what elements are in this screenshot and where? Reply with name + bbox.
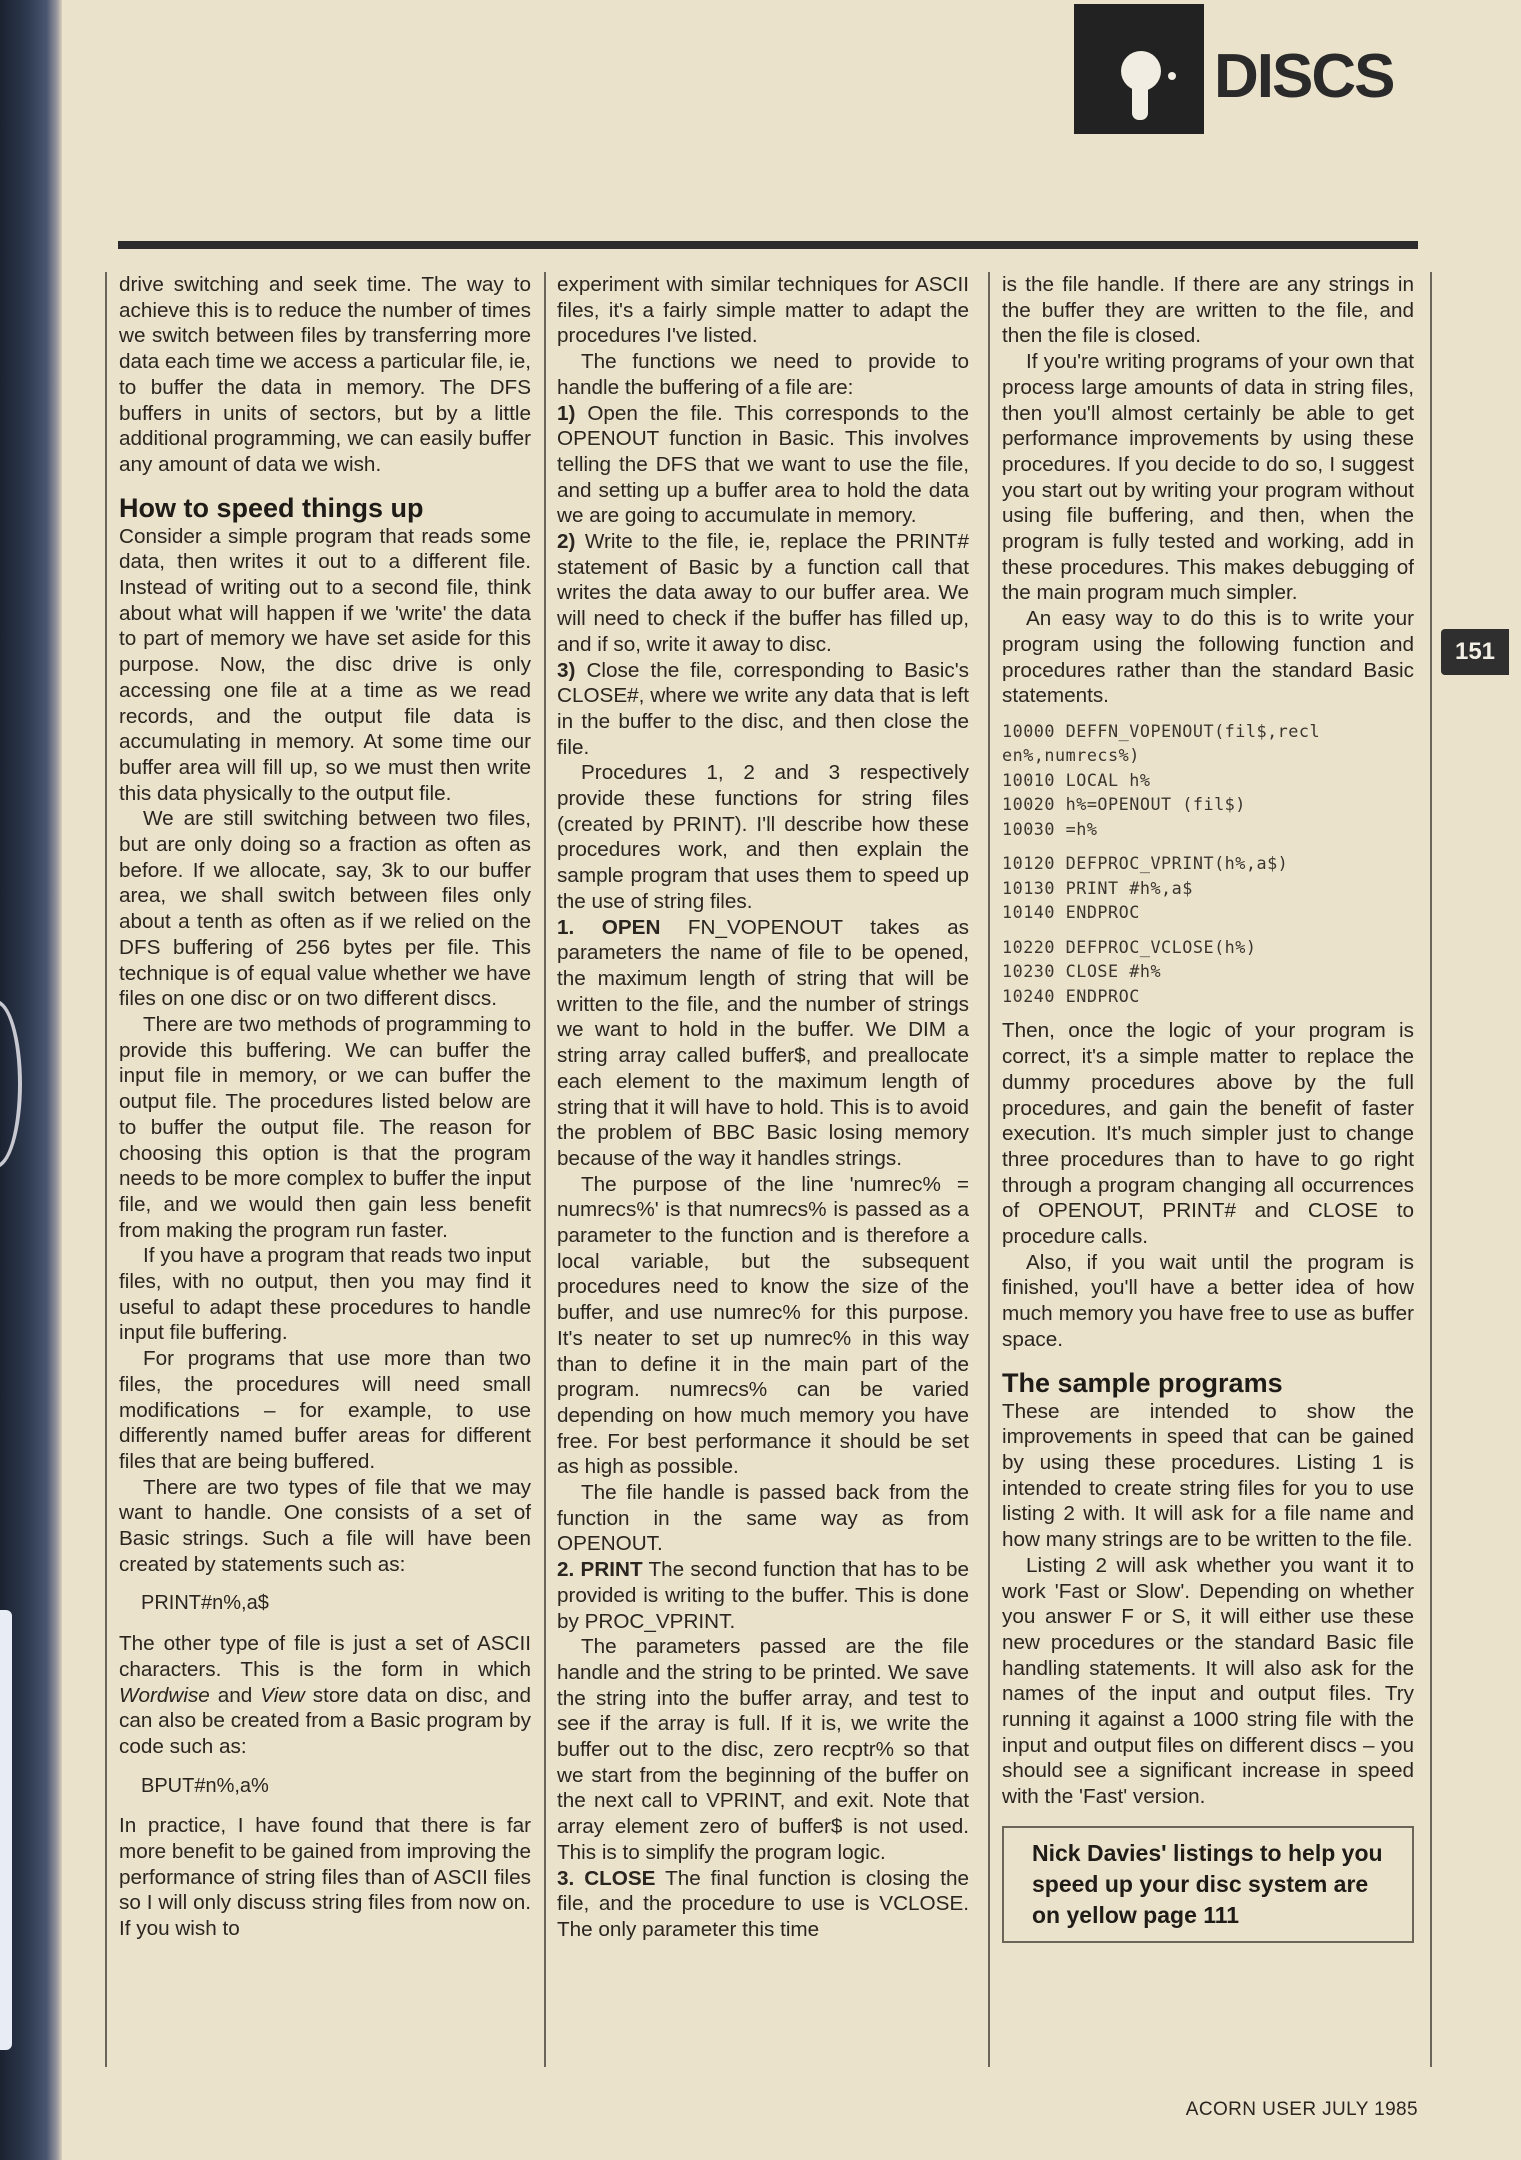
code-line: 10010 LOCAL h% — [1002, 769, 1151, 790]
list-item: 2) Write to the file, ie, replace the PRINT# statement of Basic by a function call that writes the data away to our buffer area. We will need to check if the buffer has filled up, and if so, write it away to disc. — [557, 530, 969, 656]
binder-ring — [0, 1000, 22, 1168]
code-line: 10000 DEFFN_VOPENOUT(fil$,recl — [1002, 720, 1321, 741]
paragraph: The other type of file is just a set of ASCII characters. This is the form in which Wordwise and View store data on disc, and can also be created from a Basic program by code such as: — [119, 1632, 531, 1758]
page-footer: ACORN USER JULY 1985 — [1185, 2099, 1418, 2120]
paragraph: experiment with similar techniques for ASCII files, it's a fairly simple matter to adapt the procedures I've listed. — [557, 273, 969, 348]
code-line: 10140 ENDPROC — [1002, 902, 1140, 923]
paragraph: These are intended to show the improvements in speed that can be gained by using these procedures. Listing 1 is intended to create string files for you to use listing 2 with. It will ask for a file name and how many strings are to be written to the file. — [1002, 1399, 1414, 1552]
header-rule — [118, 241, 1418, 249]
list-item: 1) Open the file. This corresponds to the OPENOUT function in Basic. This involves telling the DFS that we want to use the file, and setting up a buffer area to hold the data we are going to accumulate in memory. — [557, 401, 969, 528]
paragraph: If you're writing programs of your own that process large amounts of data in string files, then you'll almost certainly be able to get performance improvements by using these procedures. If you decide to do so, I suggest you start out by writing your program without using file buffering, and then, when the program is fully tested and working, add in these procedures. This makes debugging of the main program much simpler. — [1002, 350, 1414, 605]
binder-tab — [0, 1610, 12, 2050]
paragraph: Listing 2 will ask whether you want it to work 'Fast or Slow'. Depending on whether you answer F or S, it will either use these new procedures or the standard Basic file handling statements. It will also ask for the names of the input and output files. Try running it against a 1000 string file with the input and output files on different discs – you should see a significant increase in speed with the 'Fast' version. — [1002, 1553, 1414, 1809]
paragraph: Consider a simple program that reads some data, then writes it out to a different file. Instead of writing out to a second file, think about what will happen if we 'write' the data to part of memory we have set aside for this purpose. Now, the disc drive is only accessing one file at a time as we read records, and the output file data is accumulating in memory. At some time our buffer area will fill up, so we must then write this data physically to the output file. — [119, 524, 531, 805]
paragraph: The functions we need to provide to handle the buffering of a file are: — [557, 350, 969, 399]
column-divider — [988, 272, 990, 2067]
article-column-3 — [1002, 272, 1414, 2067]
section-icon-box — [1074, 4, 1204, 134]
subheading: The sample programs — [1002, 1367, 1283, 1398]
article-column-2 — [557, 272, 969, 2067]
list-item: 3) Close the file, corresponding to Basic's CLOSE#, where we write any data that is left in the buffer to the disc, and then close the file. — [557, 658, 969, 759]
code-line: 10230 CLOSE #h% — [1002, 961, 1162, 982]
code-example: BPUT#n%,a% — [141, 1774, 269, 1797]
paragraph: Then, once the logic of your program is correct, it's a simple matter to replace the dummy procedures above by the full procedures, and gain the benefit of faster execution. It's much simpler just to change three procedures than to have to go right through a program changing all occurrences of OPENOUT, PRINT# and CLOSE to procedure calls. — [1002, 1019, 1414, 1249]
paragraph: The file handle is passed back from the function in the same way as from OPENOUT. — [557, 1481, 969, 1556]
code-line: 10130 PRINT #h%,a$ — [1002, 877, 1193, 898]
paragraph: An easy way to do this is to write your program using the following function and procedures rather than the standard Basic statements. — [1002, 607, 1414, 708]
paragraph: 2. PRINT The second function that has to be provided is writing to the buffer. This is done by PROC_VPRINT. — [557, 1558, 969, 1633]
code-line: 10020 h%=OPENOUT (fil$) — [1002, 794, 1246, 815]
paragraph: Procedures 1, 2 and 3 respectively provide these functions for string files (created by PRINT). I'll describe how these procedures work, and then explain the sample program that uses them to speed up the use of string files. — [557, 761, 969, 913]
paragraph: If you have a program that reads two input files, with no output, then you may find it useful to adapt these procedures to handle input file buffering. — [119, 1244, 531, 1345]
page-binding-edge — [0, 0, 62, 2160]
listings-note-box: Nick Davies' listings to help you speed up your disc system are on yellow page 111 — [1002, 1826, 1414, 1943]
paragraph: In practice, I have found that there is far more benefit to be gained from improving the performance of string files than of ASCII files so I will only discuss string files from now on. If you wish to — [119, 1814, 531, 1941]
paragraph: is the file handle. If there are any strings in the buffer they are written to the file, and then the file is closed. — [1002, 273, 1414, 348]
code-line: 10030 =h% — [1002, 818, 1098, 839]
section-title: DISCS — [1214, 42, 1394, 111]
paragraph: There are two methods of programming to provide this buffering. We can buffer the input file in memory, or we can buffer the output file. The procedures listed below are to buffer the output file. The reason for choosing this option is that the program needs to be more complex to buffer the input file, and we would then gain less benefit from making the program run faster. — [119, 1012, 531, 1242]
column-divider — [105, 272, 107, 2067]
code-line: en%,numrecs%) — [1002, 745, 1140, 766]
code-line: 10220 DEFPROC_VCLOSE(h%) — [1002, 936, 1257, 957]
paragraph: The purpose of the line 'numrec% = numrecs%' is that numrecs% is passed as a parameter to the function and is therefore a local variable, but the subsequent procedures need to know the size of the buffer, and use numrec% for this purpose. It's neater to set up numrec% in this way than to define it in the main part of the program. numrecs% can be varied depending on how much memory you have free. For best performance it should be set as high as possible. — [557, 1172, 969, 1479]
code-example: PRINT#n%,a$ — [141, 1592, 269, 1615]
code-line: 10240 ENDPROC — [1002, 985, 1140, 1006]
paragraph: There are two types of file that we may want to handle. One consists of a set of Basic strings. Such a file will have been created by statements such as: — [119, 1475, 531, 1576]
paragraph: drive switching and seek time. The way to achieve this is to reduce the number of times we switch between files by transferring more data each time we access a particular file, ie, to buffer the data in memory. The DFS buffers in units of sectors, but by a little additional programming, we can easily buffer any amount of data we wish. — [119, 273, 531, 476]
column-divider — [1430, 272, 1432, 2067]
code-listing — [1002, 719, 1414, 1009]
paragraph: 1. OPEN FN_VOPENOUT takes as parameters the name of file to be opened, the maximum length of string that will be written to the file, and the number of strings we want to hold in the buffer. We DIM a string array called buffer$, and preallocate each element to the maximum length of string that it will have to hold. This is to avoid the problem of BBC Basic losing memory because of the way it handles strings. — [557, 915, 969, 1170]
column-divider — [544, 272, 546, 2067]
code-line: 10120 DEFPROC_VPRINT(h%,a$) — [1002, 853, 1289, 874]
disc-icon — [1074, 4, 1204, 134]
paragraph: For programs that use more than two files, the procedures will need small modifications – for example, to use differently named buffer areas for different files that are being buffered. — [119, 1347, 531, 1473]
subheading: How to speed things up — [119, 492, 424, 523]
paragraph: 3. CLOSE The final function is closing the file, and the procedure to use is VCLOSE. The only parameter this time — [557, 1866, 969, 1941]
paragraph: We are still switching between two files, but are only doing so a fraction as often as before. If we allocate, say, 3k to our buffer area, we shall switch between files only about a tenth as often as if we relied on the DFS buffering of 256 bytes per file. This technique is of equal value whether we have files on one disc or on two different discs. — [119, 807, 531, 1011]
paragraph: Also, if you wait until the program is finished, you'll have a better idea of how much memory you have free to use as buffer space. — [1002, 1250, 1414, 1351]
article-column-1 — [119, 272, 531, 2067]
paragraph: The parameters passed are the file handle and the string to be printed. We save the string into the buffer array, and test to see if the array is full. If it is, we write the buffer out to the disc, zero recptr% so that we start from the beginning of the buffer on the next call to VPRINT, and exit. Note that array element zero of buffer$ is not used. This is to simplify the program logic. — [557, 1635, 969, 1864]
page-number-tab: 151 — [1441, 629, 1509, 675]
